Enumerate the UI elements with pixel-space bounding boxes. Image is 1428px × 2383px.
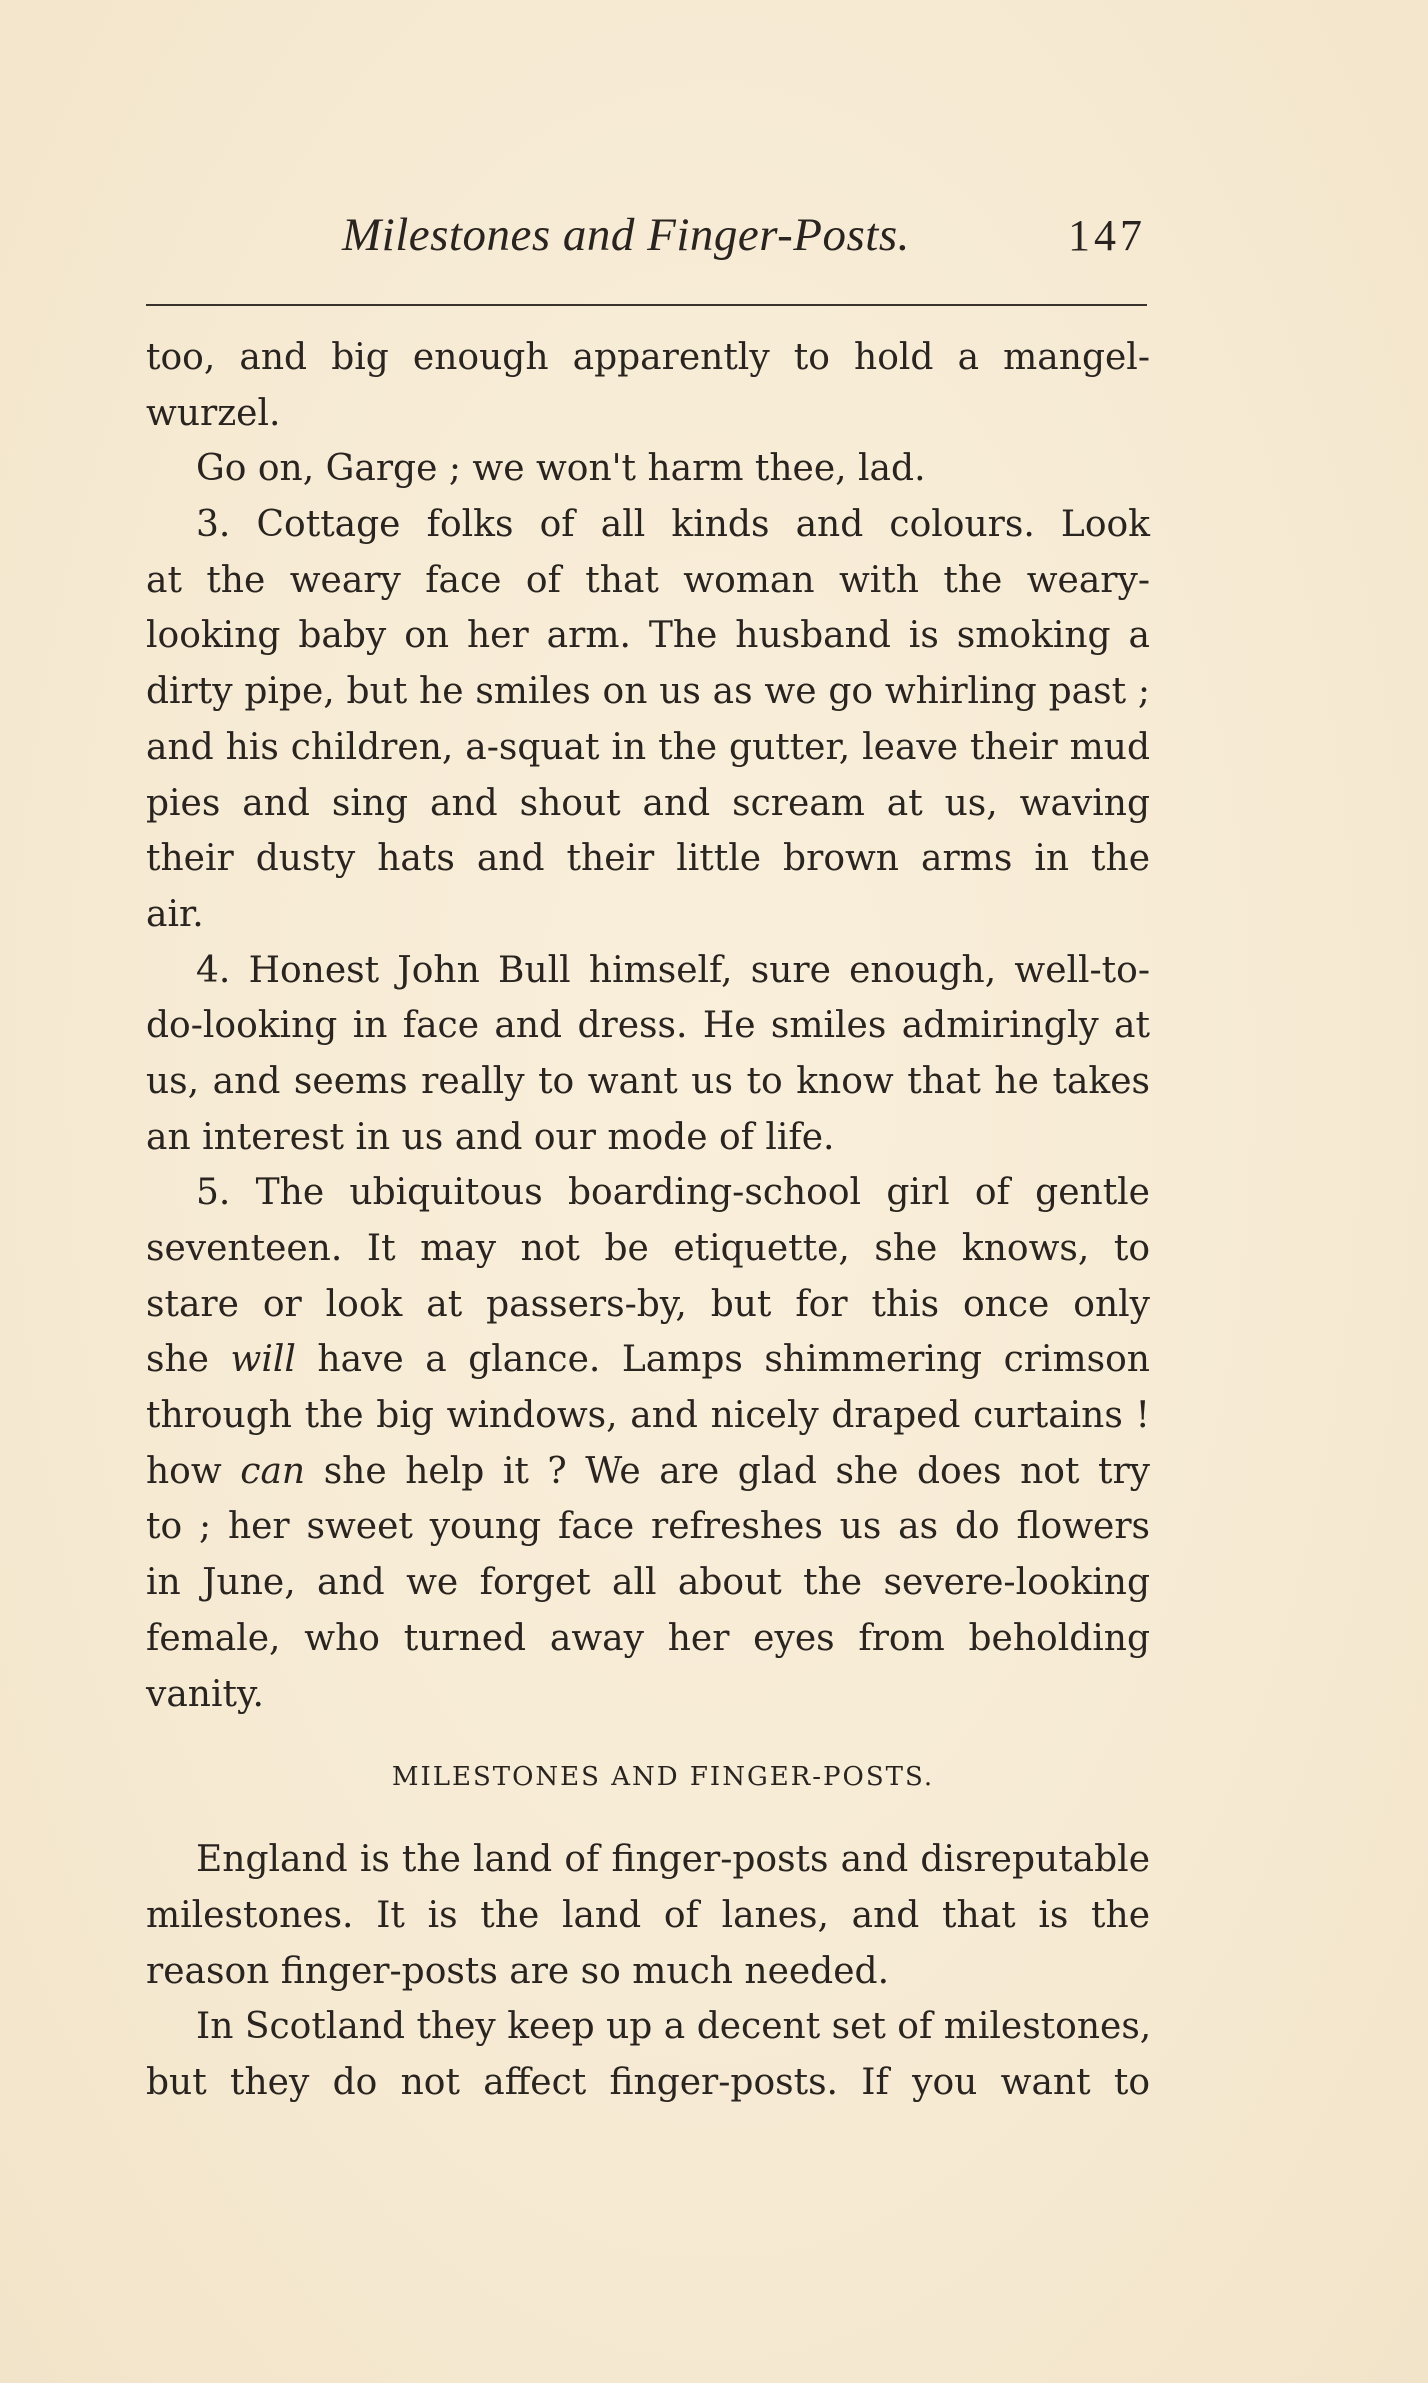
text-line: and his children, a-squat in the gutter, leave their mud xyxy=(146,726,1150,768)
text-line: female, who turned away her eyes from beholding xyxy=(146,1617,1150,1659)
text-segment: she help it ? We are glad she does not try xyxy=(323,1450,1150,1492)
text-line: dirty pipe, but he smiles on us as we go whirling past ; xyxy=(146,671,1150,713)
text-line: to ; her sweet young face refreshes us as do flowers xyxy=(146,1506,1150,1548)
text-line: vanity. xyxy=(146,1673,264,1715)
text-line xyxy=(146,1444,1150,1500)
italic-emphasis: will xyxy=(230,1339,296,1381)
text-line xyxy=(146,1332,1150,1388)
text-line: pies and sing and shout and scream at us, waving xyxy=(146,782,1150,824)
text-line: through the big windows, and nicely draped curtains ! xyxy=(146,1395,1150,1437)
text-segment: have a glance. Lamps shimmering crimson xyxy=(317,1339,1150,1381)
text-line: 3. Cottage folks of all kinds and colours. Look xyxy=(196,504,1150,546)
page-header xyxy=(146,208,1146,288)
running-title: Milestones and Finger-Posts. xyxy=(342,209,910,261)
text-line: looking baby on her arm. The husband is smoking a xyxy=(146,615,1150,657)
text-line: reason finger-posts are so much needed. xyxy=(146,1950,890,1992)
text-line: 4. Honest John Bull himself, sure enough, well-to- xyxy=(196,949,1150,991)
header-rule xyxy=(146,304,1147,306)
page-number: 147 xyxy=(1068,211,1146,260)
text-line: their dusty hats and their little brown arms in the xyxy=(146,838,1150,880)
text-line: 5. The ubiquitous boarding-school girl of gentle xyxy=(196,1172,1150,1214)
text-line: seventeen. It may not be etiquette, she knows, to xyxy=(146,1228,1150,1269)
body-text xyxy=(146,330,1150,2111)
text-line: air. xyxy=(146,893,204,935)
text-line: milestones. It is the land of lanes, and that is the xyxy=(146,1894,1150,1936)
text-line: too, and big enough apparently to hold a mangel- xyxy=(146,337,1150,378)
section-heading: MILESTONES AND FINGER-POSTS. xyxy=(391,1762,935,1793)
text-line: in June, and we forget all about the severe-looking xyxy=(146,1562,1150,1604)
text-line: In Scotland they keep up a decent set of milestones, xyxy=(196,2006,1152,2048)
text-line: us, and seems really to want us to know that he takes xyxy=(146,1060,1150,1102)
text-line: England is the land of finger-posts and disreputable xyxy=(196,1839,1150,1881)
text-line: do-looking in face and dress. He smiles admiringly at xyxy=(146,1005,1150,1047)
text-segment: how xyxy=(146,1450,222,1492)
text-line: at the weary face of that woman with the weary- xyxy=(146,559,1150,601)
text-line: an interest in us and our mode of life. xyxy=(146,1116,835,1158)
text-line: Go on, Garge ; we won't harm thee, lad. xyxy=(196,448,926,490)
italic-emphasis: can xyxy=(240,1450,306,1492)
text-line: stare or look at passers-by, but for this once only xyxy=(146,1283,1150,1325)
text-line: but they do not affect finger-posts. If you want to xyxy=(146,2061,1150,2103)
text-segment: she xyxy=(146,1339,209,1381)
text-line: wurzel. xyxy=(146,392,281,434)
